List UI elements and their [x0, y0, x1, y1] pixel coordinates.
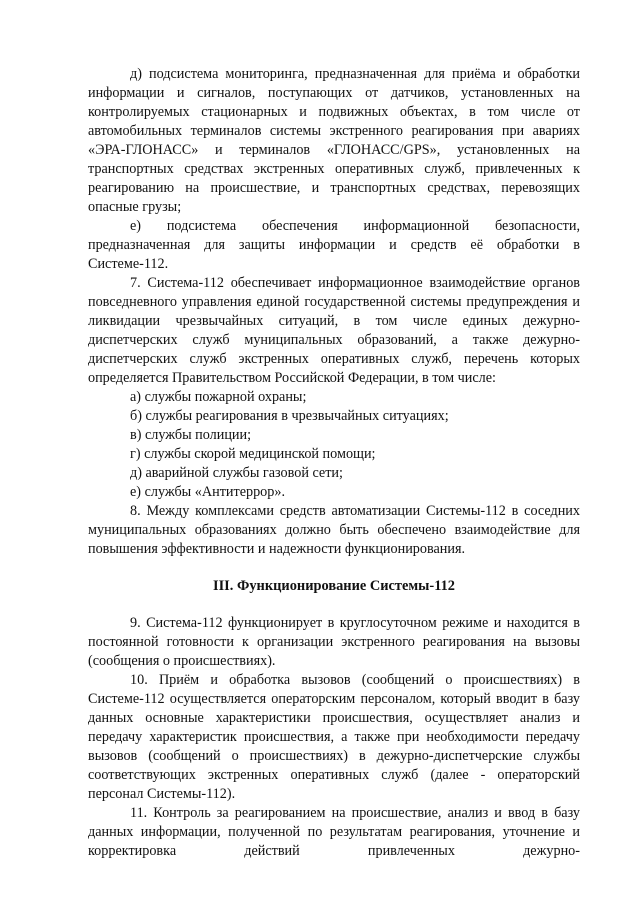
paragraph-e: е) подсистема обеспечения информационной безопасности, предназначенная для защиты информации и средств её обработки в Системе-112.: [88, 218, 580, 272]
paragraph-10: 10. Приём и обработка вызовов (сообщений о происшествиях) в Системе-112 осуществляется операторским персоналом, который вводит в базу данных основные характеристики происшествия, осуществляет анализ и передачу характеристик происшествия, а также при необходимости передачу вызовов (сообщений о происшествиях) в дежурно-диспетчерские службы соответствующих экстренных оперативных служб (далее - операторский персонал Системы-112).: [88, 672, 580, 802]
paragraph-8: 8. Между комплексами средств автоматизации Системы-112 в соседних муниципальных образованиях должно быть обеспечено взаимодействие для повышения эффективности и надежности функционирования.: [88, 503, 580, 557]
list-item: е) службы «Антитеррор».: [130, 484, 286, 500]
list-item: б) службы реагирования в чрезвычайных ситуациях;: [130, 408, 449, 424]
list-item: д) аварийной службы газовой сети;: [130, 465, 343, 481]
paragraph-11: 11. Контроль за реагированием на происшествие, анализ и ввод в базу данных информации, полученной по результатам реагирования, уточнение и корректировка действий привлеченных дежурно-: [88, 805, 580, 859]
section-heading: III. Функционирование Системы-112: [212, 578, 456, 594]
paragraph-9: 9. Система-112 функционирует в круглосуточном режиме и находится в постоянной готовности к организации экстренного реагирования на вызовы (сообщения о происшествиях).: [88, 615, 580, 669]
list-item: г) службы скорой медицинской помощи;: [130, 446, 376, 462]
paragraph-d: д) подсистема мониторинга, предназначенная для приёма и обработки информации и сигналов, поступающих от датчиков, установленных на контролируемых стационарных и подвижных объектах, в том числе от автомобильных терминалов системы экстренного реагирования при авариях «ЭРА-ГЛОНАСС» и терминалов «ГЛОНАСС/GPS», установленных на транспортных средствах экстренных оперативных служб, привлеченных к реагированию на происшествие, и транспортных средствах, перевозящих опасные грузы;: [88, 66, 580, 215]
list-item: а) службы пожарной охраны;: [130, 389, 307, 405]
paragraph-7: 7. Система-112 обеспечивает информационное взаимодействие органов повседневного управления единой государственной системы предупреждения и ликвидации чрезвычайных ситуаций, в том числе единых дежурно-диспетчерских служб муниципальных образований, а также дежурно-диспетчерских служб экстренных оперативных служб, перечень которых определяется Правительством Российской Федерации, в том числе:: [88, 275, 580, 386]
list-item: в) службы полиции;: [130, 427, 252, 443]
document-body: [88, 65, 580, 861]
